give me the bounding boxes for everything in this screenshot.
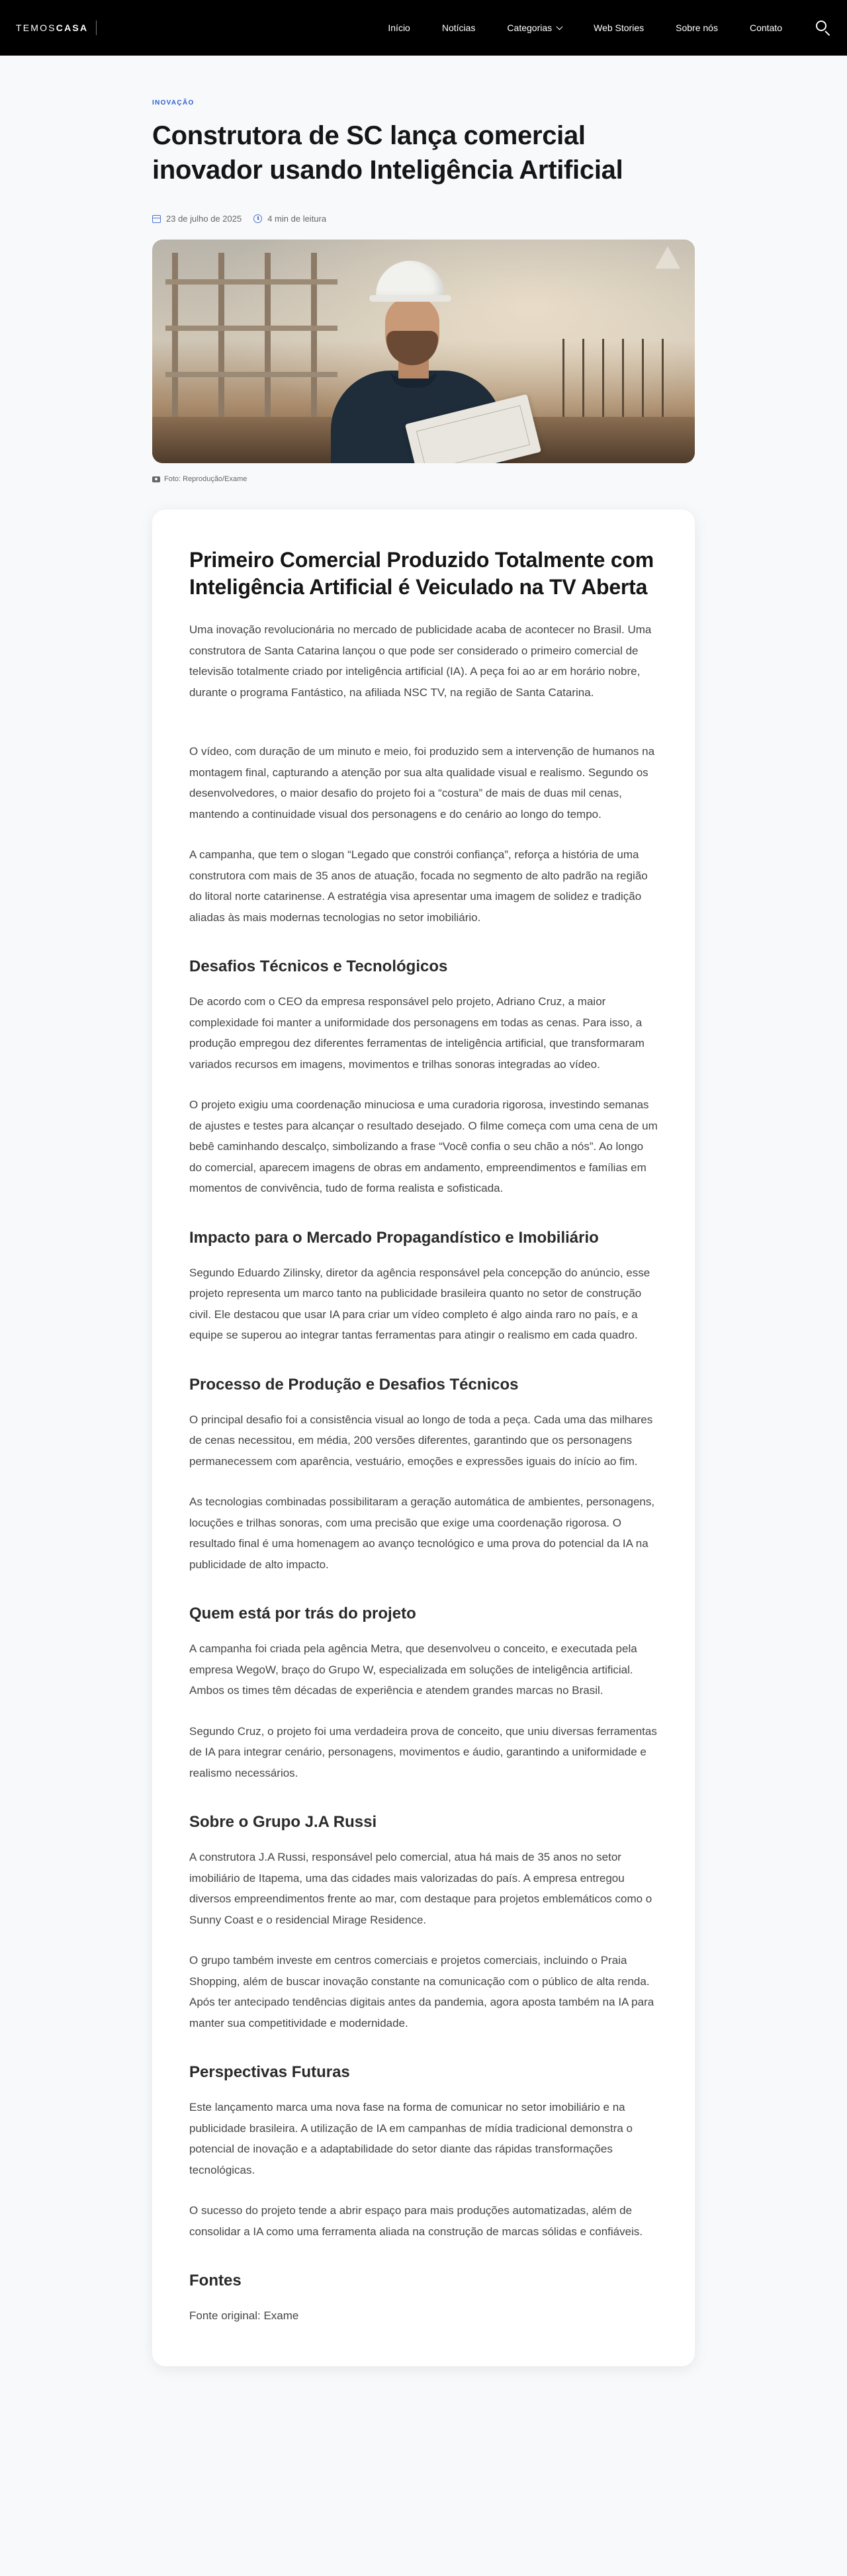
nav-item-inicio[interactable]: Início — [388, 22, 410, 33]
paragraph: O projeto exigiu uma coordenação minuciosa e uma curadoria rigorosa, investindo semanas de ajustes e testes para alcançar o resultado desejado. O filme começa com uma cena de um bebê caminhando descalço, simbolizando a frase “Você confia o seu chão a nós”. Ao longo do comercial, aparecem imagens de obras em andamento, empreendimentos e famílias em momentos de convivência, tudo de forma realista e sofisticada. — [189, 1098, 658, 1194]
paragraph: O vídeo, com duração de um minuto e meio, foi produzido sem a intervenção de humanos na montagem final, capturando a atenção por sua alta qualidade visual e realismo. Segundo os desenvolvedores, o maior desafio do projeto foi a “costura” de mais de duas mil cenas, mantendo a continuidade visual dos personagens e do cenário ao longo do tempo. — [189, 745, 655, 821]
paragraph: A campanha, que tem o slogan “Legado que constrói confiança”, reforça a história de uma construtora com mais de 35 anos de atuação, focada no segmento de alto padrão na região do litoral norte catarinense. A estratégia visa apresentar uma imagem de solidez e tradição aliadas às mais modernas tecnologias no setor imobiliário. — [189, 848, 648, 924]
article-read-time — [253, 214, 326, 224]
paragraph: Segundo Cruz, o projeto foi uma verdadeira prova de conceito, que uniu diversas ferramentas de IA para integrar cenário, personagens, movimentos e áudio, garantindo a uniformidade e realismo necessários. — [189, 1724, 657, 1779]
paragraph: O grupo também investe em centros comerciais e projetos comerciais, incluindo o Praia Shopping, além de buscar inovação constante na comunicação com o público de alta renda. Após ter antecipado tendências digitais antes da pandemia, agora aposta também na IA para manter sua competitividade e modernidade. — [189, 1954, 654, 2029]
article-title: Construtora de SC lança comercial inovador usando Inteligência Artificial — [152, 121, 623, 185]
source-line: Fonte original: Exame — [189, 2309, 299, 2322]
article-container — [152, 99, 695, 2366]
nav-item-contato[interactable]: Contato — [749, 22, 782, 33]
section-heading: Perspectivas Futuras — [189, 2063, 350, 2081]
main-nav — [388, 0, 831, 56]
search-icon[interactable] — [815, 20, 831, 36]
site-header — [0, 0, 847, 56]
paragraph: As tecnologias combinadas possibilitaram a geração automática de ambientes, personagens, locuções e trilhas sonoras, com uma precisão que exige uma coordenação rigorosa. O resultado final é uma homenagem ao avanço tecnológico e uma prova do potencial da IA na publicidade de alto impacto. — [189, 1495, 655, 1571]
nav-item-categorias-label: Categorias — [507, 22, 553, 33]
paragraph: O principal desafio foi a consistência visual ao longo de toda a peça. Cada uma das milhares de cenas necessitou, em média, 200 versões diferentes, garantindo que os personagens permanecessem com aparência, vestuário, emoções e expressões iguais do início ao fim. — [189, 1413, 653, 1468]
logo-divider — [96, 21, 97, 35]
body-heading: Primeiro Comercial Produzido Totalmente com Inteligência Artificial é Veiculado na TV Aberta — [189, 548, 654, 599]
section-heading: Fontes — [189, 2272, 242, 2289]
paragraph: Uma inovação revolucionária no mercado de publicidade acaba de acontecer no Brasil. Uma construtora de Santa Catarina lançou o que pode ser considerado o primeiro comercial de televisão totalmente criado por inteligência artificial (IA). A peça foi ao ar em horário nobre, durante o programa Fantástico, na afiliada NSC TV, na região de Santa Catarina. — [189, 623, 652, 699]
calendar-icon — [152, 215, 161, 223]
paragraph: A construtora J.A Russi, responsável pelo comercial, atua há mais de 35 anos no setor imobiliário de Itapema, uma das cidades mais valorizadas do país. A empresa entregou diversos empreendimentos frente ao mar, com destaque para projetos emblemáticos como o Sunny Coast e o residencial Mirage Residence. — [189, 1851, 652, 1926]
chevron-down-icon — [557, 23, 563, 30]
photo-credit — [152, 475, 695, 483]
site-logo[interactable] — [16, 21, 144, 35]
paragraph: De acordo com o CEO da empresa responsável pelo projeto, Adriano Cruz, a maior complexidade foi manter a uniformidade dos personagens em todas as cenas. Para isso, a produção empregou dez diferentes ferramentas de inteligência artificial, que transformaram variados recursos em imagens, movimentos e trilhas sonoras integradas ao vídeo. — [189, 995, 645, 1071]
nav-item-sobre-nos[interactable]: Sobre nós — [676, 22, 718, 33]
paragraph: A campanha foi criada pela agência Metra, que desenvolveu o conceito, e executada pela empresa WegoW, braço do Grupo W, especializada em soluções de inteligência artificial. Ambos os times têm décadas de experiência e atendem grandes marcas no Brasil. — [189, 1642, 637, 1697]
section-heading: Quem está por trás do projeto — [189, 1605, 416, 1622]
paragraph: Este lançamento marca uma nova fase na forma de comunicar no setor imobiliário e na publicidade brasileira. A utilização de IA em campanhas de mídia tradicional demonstra o potencial de inovação e a adaptabilidade do setor diante das rápidas transformações tecnológicas. — [189, 2101, 633, 2176]
nav-item-web-stories[interactable]: Web Stories — [594, 22, 645, 33]
section-heading: Processo de Produção e Desafios Técnicos — [189, 1375, 519, 1394]
paragraph: O sucesso do projeto tende a abrir espaço para mais produções automatizadas, além de consolidar a IA como uma ferramenta aliada na construção de marcas sólidas e confiáveis. — [189, 2204, 643, 2238]
section-heading: Impacto para o Mercado Propagandístico e Imobiliário — [189, 1228, 599, 1247]
watermark-logo — [652, 246, 683, 273]
article-date — [152, 214, 242, 224]
paragraph: Segundo Eduardo Zilinsky, diretor da agência responsável pela concepção do anúncio, esse projeto representa um marco tanto na publicidade brasileira quanto no setor de construção civil. Ele destacou que usar IA para criar um vídeo completo é algo ainda raro no país, e a equipe se superou ao integrar tantas ferramentas para atingir o realismo em cada quadro. — [189, 1266, 650, 1341]
photo-credit-text: Foto: Reprodução/Exame — [164, 475, 247, 483]
hero-image — [152, 240, 695, 463]
section-heading: Desafios Técnicos e Tecnológicos — [189, 957, 448, 975]
article-category[interactable]: INOVAÇÃO — [152, 99, 195, 107]
clock-icon — [253, 214, 262, 223]
logo-wordmark: TEMOSCASA — [16, 22, 89, 33]
article-meta — [152, 214, 695, 224]
camera-icon — [152, 476, 160, 482]
section-heading: Sobre o Grupo J.A Russi — [189, 1813, 377, 1831]
article-date-text: 23 de julho de 2025 — [166, 214, 242, 224]
article-body — [152, 510, 695, 2366]
article-read-time-text: 4 min de leitura — [267, 214, 327, 224]
nav-item-noticias[interactable]: Notícias — [441, 22, 476, 33]
nav-item-categorias[interactable] — [507, 22, 562, 33]
